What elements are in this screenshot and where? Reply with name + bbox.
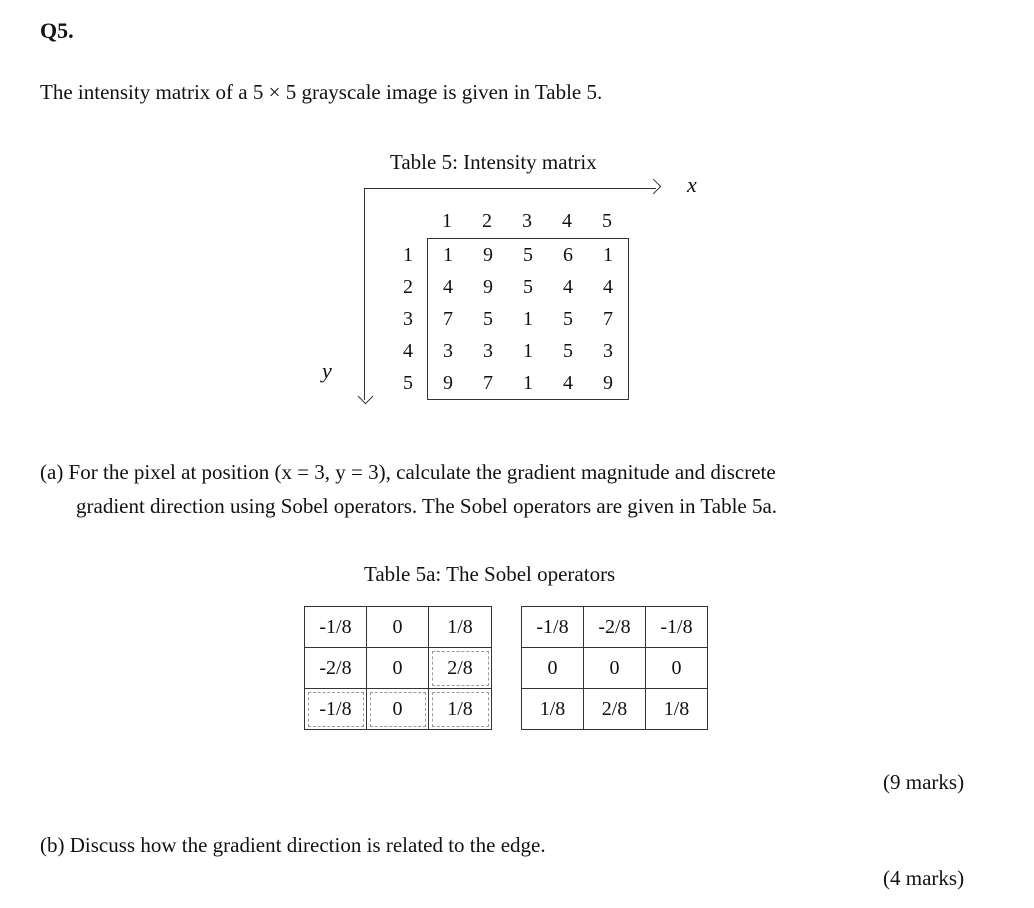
matrix-cell: 5: [523, 275, 533, 298]
row-header: 4: [403, 340, 413, 362]
part-a-line2: gradient direction using Sobel operators. The Sobel operators are given in Table 5a.: [76, 494, 778, 518]
matrix-cell: 5: [483, 307, 493, 330]
part-b-text: (b) Discuss how the gradient direction is related to the edge.: [40, 833, 546, 857]
matrix-cell: 4: [603, 275, 613, 298]
row-header: 5: [403, 372, 413, 394]
row-header: 3: [403, 308, 413, 330]
column-header: 2: [482, 210, 492, 232]
y-axis-line: [364, 188, 365, 400]
matrix-cell: 4: [443, 275, 453, 298]
sobel-cell: 0: [367, 607, 429, 648]
sobel-cell: -1/8: [522, 607, 584, 648]
matrix-cell: 7: [443, 307, 453, 330]
matrix-cell: 9: [483, 243, 493, 266]
matrix-cell: 1: [603, 243, 613, 266]
sobel-cell: 1/8: [646, 689, 708, 730]
table5-caption: Table 5: Intensity matrix: [390, 150, 597, 174]
matrix-cell: 1: [523, 307, 533, 330]
part-a-line1: (a) For the pixel at position (x = 3, y = 3), calculate the gradient magnitude and discrete: [40, 460, 776, 484]
column-header: 5: [602, 210, 612, 232]
sobel-cell[interactable]: 1/8: [429, 689, 492, 730]
question-intro: The intensity matrix of a 5 × 5 grayscale image is given in Table 5.: [40, 80, 603, 104]
matrix-cell: 5: [563, 307, 573, 330]
sobel-cell: 1/8: [522, 689, 584, 730]
sobel-cell: -2/8: [305, 648, 367, 689]
sobel-row: [522, 607, 708, 648]
matrix-cell: 4: [563, 275, 573, 298]
matrix-cell: 1: [443, 243, 453, 266]
matrix-cell: 3: [483, 339, 493, 362]
table5a-caption: Table 5a: The Sobel operators: [364, 562, 616, 586]
matrix-row: [428, 239, 629, 272]
matrix-row: [428, 271, 629, 303]
sobel-cell: 0: [646, 648, 708, 689]
matrix-cell: 1: [523, 339, 533, 362]
sobel-row: [305, 648, 492, 689]
sobel-gy-table: [521, 606, 708, 730]
part-a-text: [40, 455, 976, 523]
matrix-cell: 3: [443, 339, 453, 362]
x-axis-label: x: [687, 172, 697, 197]
matrix-cell: 7: [483, 371, 493, 394]
y-axis-arrowhead: [358, 389, 374, 405]
sobel-row: [305, 689, 492, 730]
part-b-marks: (4 marks): [883, 866, 965, 890]
y-axis-label: y: [322, 358, 332, 383]
sobel-cell[interactable]: -1/8: [305, 689, 367, 730]
matrix-cell: 9: [603, 371, 613, 394]
sobel-cell: 0: [367, 648, 429, 689]
part-a-marks: (9 marks): [883, 770, 965, 794]
column-header: 1: [442, 210, 452, 232]
sobel-cell: -2/8: [584, 607, 646, 648]
row-header: 2: [403, 276, 413, 298]
sobel-row: [305, 607, 492, 648]
matrix-row: [428, 335, 629, 367]
matrix-cell: 5: [523, 243, 533, 266]
matrix-row: [428, 367, 629, 400]
intensity-matrix: [427, 238, 629, 400]
sobel-row: [522, 689, 708, 730]
sobel-cell: -1/8: [646, 607, 708, 648]
sobel-cell: 0: [522, 648, 584, 689]
matrix-cell: 9: [483, 275, 493, 298]
column-header: 3: [522, 210, 532, 232]
sobel-cell: 2/8: [584, 689, 646, 730]
sobel-cell: -1/8: [305, 607, 367, 648]
x-axis-line: [364, 188, 656, 189]
sobel-row: [522, 648, 708, 689]
matrix-row: [428, 303, 629, 335]
sobel-cell: 1/8: [429, 607, 492, 648]
sobel-cell[interactable]: 0: [367, 689, 429, 730]
matrix-cell: 6: [563, 243, 573, 266]
matrix-cell: 3: [603, 339, 613, 362]
matrix-cell: 4: [563, 371, 573, 394]
column-header: 4: [562, 210, 572, 232]
matrix-cell: 5: [563, 339, 573, 362]
x-axis-arrowhead: [646, 179, 662, 195]
question-number: Q5.: [40, 18, 74, 43]
sobel-cell: 0: [584, 648, 646, 689]
matrix-cell: 9: [443, 371, 453, 394]
sobel-gx-table: [304, 606, 492, 730]
matrix-cell: 1: [523, 371, 533, 394]
row-header: 1: [403, 244, 413, 266]
matrix-cell: 7: [603, 307, 613, 330]
sobel-cell[interactable]: 2/8: [429, 648, 492, 689]
